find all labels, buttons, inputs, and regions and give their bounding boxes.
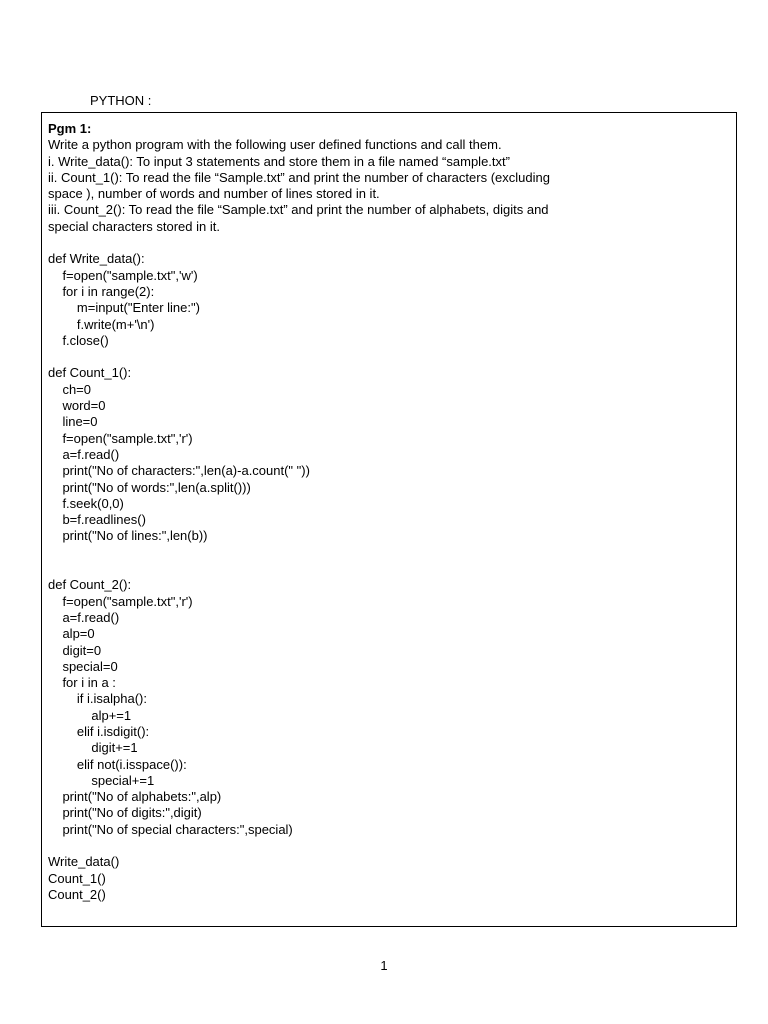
code-line: [48, 561, 730, 577]
code-line: elif not(i.isspace()):: [48, 756, 187, 772]
code-line: [48, 838, 730, 854]
code-line: special=0: [48, 658, 118, 674]
code-line: print("No of special characters:",special): [48, 821, 293, 837]
code-line: Count_2(): [48, 886, 106, 902]
description-line: special characters stored in it.: [48, 218, 220, 234]
program-title: Pgm 1:: [48, 121, 92, 136]
code-line: print("No of characters:",len(a)-a.count(" ")): [48, 463, 310, 479]
description-line: i. Write_data(): To input 3 statements and store them in a file named “sample.txt”: [48, 153, 510, 169]
page-number: 1: [380, 958, 388, 973]
code-line: elif i.isdigit():: [48, 723, 150, 739]
code-line: print("No of digits:",digit): [48, 805, 202, 821]
code-line: def Count_1():: [48, 365, 132, 381]
code-line: word=0: [48, 398, 106, 414]
code-line: f=open("sample.txt",'r'): [48, 593, 193, 609]
description-line: Write a python program with the following user defined functions and call them.: [48, 137, 502, 153]
code-line: for i in range(2):: [48, 283, 155, 299]
description-line: ii. Count_1(): To read the file “Sample.txt” and print the number of characters (excluding: [48, 169, 550, 185]
code-line: print("No of alphabets:",alp): [48, 789, 222, 805]
code-line: a=f.read(): [48, 446, 120, 462]
code-line: special+=1: [48, 772, 155, 788]
code-line: alp=0: [48, 626, 95, 642]
code-line: def Count_2():: [48, 577, 132, 593]
code-line: alp+=1: [48, 707, 132, 723]
description-line: space ), number of words and number of lines stored in it.: [48, 186, 380, 202]
code-line: digit+=1: [48, 740, 138, 756]
code-line: digit=0: [48, 642, 102, 658]
code-listing: [48, 235, 730, 903]
code-line: def Write_data():: [48, 251, 145, 267]
code-line: f=open("sample.txt",'r'): [48, 430, 193, 446]
code-line: ch=0: [48, 381, 91, 397]
code-line: print("No of lines:",len(b)): [48, 528, 208, 544]
code-line: Write_data(): [48, 854, 120, 870]
code-line: Count_1(): [48, 870, 106, 886]
code-line: f.close(): [48, 332, 109, 348]
code-line: [48, 349, 730, 365]
program-box: [41, 112, 737, 927]
description-line: iii. Count_2(): To read the file “Sample.txt” and print the number of alphabets, digits and: [48, 202, 549, 218]
program-content: [48, 121, 730, 903]
code-line: [48, 545, 730, 561]
code-line: if i.isalpha():: [48, 691, 147, 707]
code-line: [48, 235, 730, 251]
code-line: for i in a :: [48, 675, 116, 691]
code-line: line=0: [48, 414, 98, 430]
section-heading: PYTHON :: [90, 93, 152, 108]
code-line: f.seek(0,0): [48, 495, 124, 511]
program-description: [48, 137, 730, 235]
code-line: f.write(m+'\n'): [48, 316, 155, 332]
code-line: print("No of words:",len(a.split())): [48, 479, 251, 495]
code-line: a=f.read(): [48, 609, 120, 625]
code-line: b=f.readlines(): [48, 512, 146, 528]
code-line: f=open("sample.txt",'w'): [48, 267, 198, 283]
code-line: m=input("Enter line:"): [48, 300, 200, 316]
